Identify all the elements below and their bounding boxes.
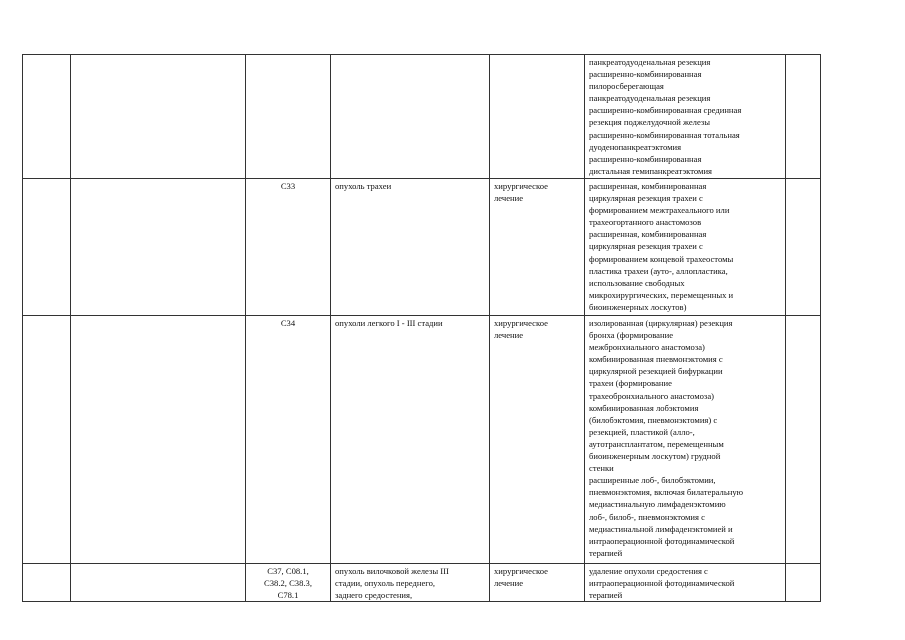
cell-treatment-method xyxy=(585,564,786,602)
text-line: лоб-, билоб-, пневмонэктомия с xyxy=(589,511,705,522)
table-row xyxy=(23,564,821,602)
text-line: стадии, опухоль переднего, xyxy=(335,578,436,589)
cell-empty-left xyxy=(23,316,71,564)
text-line: расширенно-комбинированная тотальная xyxy=(589,129,740,140)
text-line: опухоль вилочковой железы III xyxy=(335,566,449,576)
text-line: комбинированная лобэктомия xyxy=(589,402,699,413)
text-line: C38.2, C38.3, xyxy=(264,578,312,589)
text-line: циркулярная резекция трахеи с xyxy=(589,193,703,204)
cell-empty-left xyxy=(23,564,71,602)
cell-treatment-method xyxy=(585,55,786,179)
text-line: трахеи (формирование xyxy=(589,378,672,389)
text-line: расширенные лоб-, билобэктомии, xyxy=(589,475,716,486)
text-line: терапией xyxy=(589,547,623,558)
cell-empty-left xyxy=(23,179,71,316)
cell-treatment-type xyxy=(490,564,585,602)
text-line: расширенная, комбинированная xyxy=(589,181,707,191)
text-line: микрохирургических, перемещенных и xyxy=(589,289,734,300)
cell-empty xyxy=(71,55,246,179)
text-line: биоинженерных лоскутов) xyxy=(589,301,687,312)
text-line: трахеобронхиального анастомоза) xyxy=(589,390,714,401)
text-line: медиастинальную лимфаденэктомию xyxy=(589,499,726,510)
text-line: расширенная, комбинированная xyxy=(589,229,707,240)
text-line: использование свободных xyxy=(589,277,685,288)
text-line: опухоли легкого I - III стадии xyxy=(335,318,443,328)
cell-treatment-type xyxy=(490,316,585,564)
cell-treatment-method xyxy=(585,179,786,316)
text-line: формированием межтрахеального или xyxy=(589,205,730,216)
text-line: пилоросберегающая xyxy=(589,81,664,92)
table-row xyxy=(23,55,821,179)
text-line: расширенно-комбинированная срединная xyxy=(589,105,742,116)
text-line: пневмонэктомия, включая билатеральную xyxy=(589,487,744,498)
text-line: расширенно-комбинированная xyxy=(589,153,702,164)
text-line: интраоперационной фотодинамической xyxy=(589,578,735,589)
cell-empty-left xyxy=(23,55,71,179)
text-line: хирургическое xyxy=(494,318,548,328)
text-line: лечение xyxy=(494,193,524,204)
text-line: лечение xyxy=(494,578,524,589)
text-line: расширенно-комбинированная xyxy=(589,69,702,80)
cell-empty xyxy=(71,179,246,316)
text-line: C78.1 xyxy=(277,590,299,601)
cell-diagnosis xyxy=(331,564,490,602)
cell-icd-code xyxy=(246,316,331,564)
text-line: удаление опухоли средостения с xyxy=(589,566,708,576)
cell-icd-code xyxy=(246,179,331,316)
cell-empty xyxy=(71,564,246,602)
text-line: дуоденопанкреатэктомия xyxy=(589,141,682,152)
text-line: циркулярная резекция трахеи с xyxy=(589,241,703,252)
text-line: C33 xyxy=(280,181,296,191)
text-line: заднего средостения, xyxy=(335,590,413,601)
cell-diagnosis xyxy=(331,179,490,316)
cell-empty xyxy=(71,316,246,564)
cell-treatment-method xyxy=(585,316,786,564)
text-line: стенки xyxy=(589,463,614,474)
cell-diagnosis xyxy=(331,316,490,564)
cell-icd-code xyxy=(246,564,331,602)
text-line: интраоперационной фотодинамической xyxy=(589,535,735,546)
cell-empty-right xyxy=(786,316,821,564)
text-line: медиастинальной лимфаденэктомией и xyxy=(589,523,733,534)
text-line: опухоль трахеи xyxy=(335,181,392,191)
text-line: (билобэктомия, пневмонэктомия) с xyxy=(589,414,718,425)
text-line: пластика трахеи (ауто-, аллопластика, xyxy=(589,265,728,276)
text-line: биоинженерным лоскутом) грудной xyxy=(589,451,721,462)
text-line: циркулярной резекцией бифуркации xyxy=(589,366,723,377)
text-line: хирургическое xyxy=(494,181,548,191)
text-line: бронха (формирование xyxy=(589,330,674,341)
cell-icd-code xyxy=(246,55,331,179)
text-line: трахеогортанного анастомозов xyxy=(589,217,702,228)
text-line: аутотрансплантатом, перемещенным xyxy=(589,438,724,449)
text-line: хирургическое xyxy=(494,566,548,576)
text-line: лечение xyxy=(494,330,524,341)
cell-empty-right xyxy=(786,564,821,602)
text-line: панкреатодуоденальная резекция xyxy=(589,93,711,104)
table-row xyxy=(23,316,821,564)
text-line: формированием концевой трахеостомы xyxy=(589,253,734,264)
table-body xyxy=(23,55,821,602)
text-line: резекция поджелудочной железы xyxy=(589,117,711,128)
text-line: C34 xyxy=(280,318,296,328)
text-line: межбронхиального анастомоза) xyxy=(589,342,705,353)
text-line: изолированная (циркулярная) резекция xyxy=(589,318,733,328)
text-line: C37, C08.1, xyxy=(267,566,309,576)
cell-treatment-type xyxy=(490,179,585,316)
text-line: панкреатодуоденальная резекция xyxy=(589,57,711,67)
text-line: резекцией, пластикой (алло-, xyxy=(589,426,695,437)
cell-treatment-type xyxy=(490,55,585,179)
table-row xyxy=(23,179,821,316)
medical-procedures-table xyxy=(22,54,821,602)
cell-diagnosis xyxy=(331,55,490,179)
text-line: терапией xyxy=(589,590,623,601)
text-line: комбинированная пневмонэктомия с xyxy=(589,354,723,365)
cell-empty-right xyxy=(786,55,821,179)
cell-empty-right xyxy=(786,179,821,316)
text-line: дистальная гемипанкреатэктомия xyxy=(589,165,713,176)
